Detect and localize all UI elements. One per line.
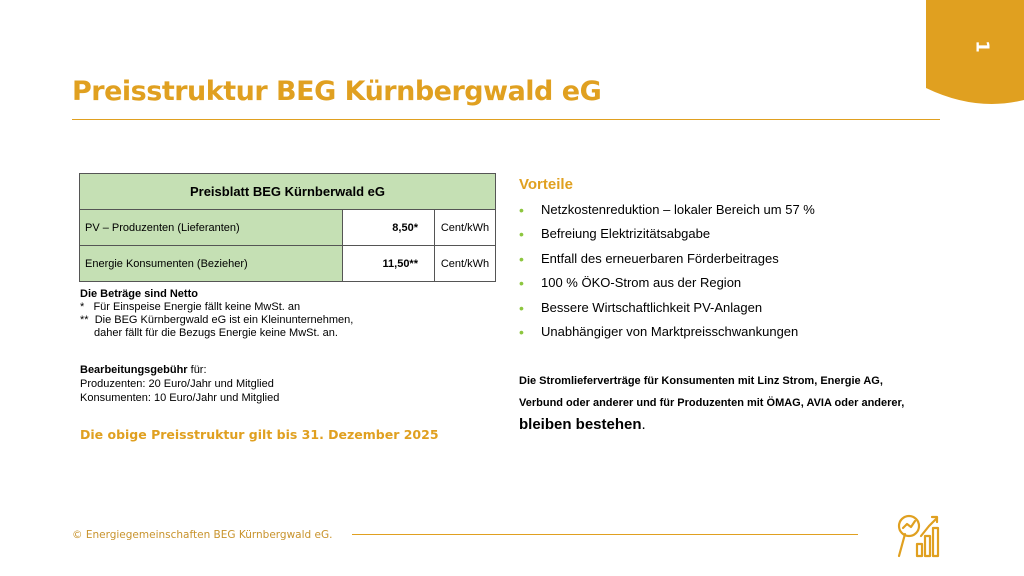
bullet-icon: • — [519, 323, 524, 340]
notes-heading: Die Beträge sind Netto — [80, 288, 198, 300]
list-item — [519, 222, 815, 246]
note-marker: * — [80, 301, 85, 313]
contracts-end: . — [641, 416, 646, 433]
net-notes — [80, 288, 353, 340]
list-item-text: Entfall des erneuerbaren Förderbeitrages — [541, 250, 779, 266]
list-item — [519, 247, 815, 271]
bullet-icon: • — [519, 275, 524, 292]
row-value: 8,50* — [343, 210, 435, 246]
fee-line: Konsumenten: 10 Euro/Jahr und Mitglied — [80, 392, 280, 404]
contracts-emphasis: bleiben bestehen — [519, 416, 642, 433]
list-item-text: Bessere Wirtschaftlichkeit PV-Anlagen — [541, 299, 763, 315]
page-title: Preisstruktur BEG Kürnbergwald eG — [72, 76, 602, 107]
note-text: Für Einspeise Energie fällt keine MwSt. an — [93, 301, 301, 313]
chart-magnifier-icon — [895, 512, 943, 560]
title-divider — [72, 119, 940, 120]
row-unit: Cent/kWh — [435, 210, 496, 246]
page-number: 1 — [971, 40, 993, 53]
advantages-list — [519, 198, 815, 344]
validity-note: Die obige Preisstruktur gilt bis 31. Dezember 2025 — [80, 427, 439, 442]
fee-heading-suffix: für: — [187, 364, 207, 376]
bullet-icon: • — [519, 250, 524, 267]
row-unit: Cent/kWh — [435, 246, 496, 282]
list-item — [519, 198, 815, 222]
footer-copyright: © Energiegemeinschaften BEG Kürnbergwald eG. — [72, 529, 333, 541]
list-item-text: Netzkostenreduktion – lokaler Bereich um 57 % — [541, 202, 815, 217]
row-label: Energie Konsumenten (Bezieher) — [80, 246, 343, 282]
price-table — [79, 173, 496, 282]
footer-divider — [352, 534, 858, 535]
list-item-text: Unabhängiger von Marktpreisschwankungen — [541, 323, 799, 339]
list-item-text: Befreiung Elektrizitätsabgabe — [541, 226, 711, 242]
price-table-header: Preisblatt BEG Kürnberwald eG — [80, 174, 496, 210]
list-item — [519, 296, 815, 320]
table-row — [80, 246, 496, 282]
fee-line: Produzenten: 20 Euro/Jahr und Mitglied — [80, 378, 274, 390]
list-item-text: 100 % ÖKO-Strom aus der Region — [541, 275, 742, 291]
fee-heading: Bearbeitungsgebühr — [80, 364, 188, 376]
row-label: PV – Produzenten (Lieferanten) — [80, 210, 343, 246]
note-marker: ** — [80, 314, 89, 326]
advantages-title: Vorteile — [519, 176, 573, 193]
processing-fee — [80, 363, 279, 405]
bullet-icon: • — [519, 299, 524, 316]
row-value: 11,50** — [343, 246, 435, 282]
note-text: daher fällt für die Bezugs Energie keine MwSt. an. — [94, 327, 338, 339]
bullet-icon: • — [519, 226, 524, 243]
contracts-line: Verbund oder anderer und für Produzenten mit ÖMAG, AVIA oder anderer, — [519, 397, 905, 409]
list-item — [519, 271, 815, 295]
bullet-icon: • — [519, 202, 524, 218]
contracts-line: Die Stromlieferverträge für Konsumenten mit Linz Strom, Energie AG, — [519, 375, 883, 387]
list-item — [519, 320, 815, 344]
contracts-note — [519, 370, 959, 437]
table-row — [80, 210, 496, 246]
note-text: Die BEG Kürnbergwald eG ist ein Kleinunternehmen, — [94, 314, 354, 326]
